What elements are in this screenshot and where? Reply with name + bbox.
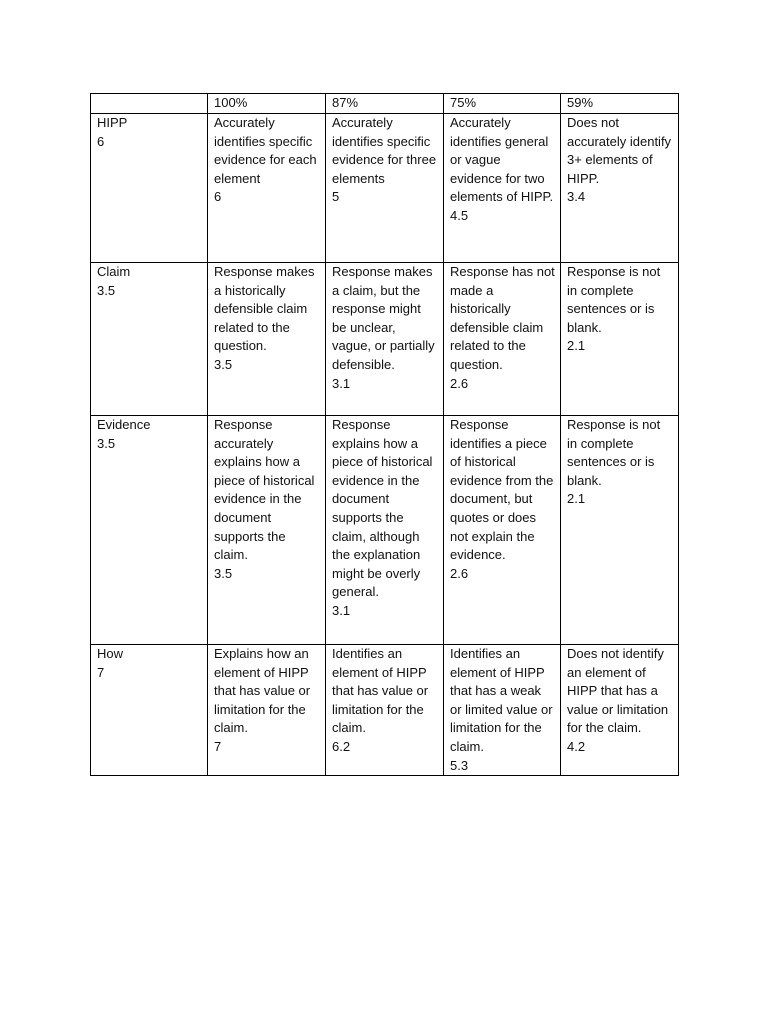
- category-label: Claim: [97, 264, 131, 279]
- criteria-score: 3.4: [567, 189, 586, 205]
- criteria-text: Response is not in complete sentences or is blank.: [567, 417, 661, 488]
- category-label: How: [97, 646, 124, 661]
- criteria-cell: [561, 645, 679, 776]
- criteria-score: 5: [332, 189, 340, 205]
- criteria-score: 2.6: [450, 375, 469, 391]
- header-cell-59: 59%: [561, 94, 679, 114]
- category-cell: [91, 416, 208, 645]
- criteria-cell: [444, 645, 561, 776]
- category-points: 3.5: [97, 435, 116, 451]
- category-label: Evidence: [97, 417, 151, 432]
- criteria-text: Does not accurately identify 3+ elements of HIPP.: [567, 115, 672, 186]
- criteria-score: 7: [214, 738, 222, 754]
- criteria-text: Response explains how a piece of historical evidence in the document supports the claim, although the explanation might be overly general.: [332, 417, 433, 600]
- criteria-score: 6: [214, 189, 222, 205]
- criteria-score: 4.5: [450, 207, 469, 223]
- criteria-text: Explains how an element of HIPP that has value or limitation for the claim.: [214, 646, 311, 736]
- criteria-cell: [208, 645, 326, 776]
- criteria-score: 3.1: [332, 375, 351, 391]
- criteria-text: Response has not made a historically defensible claim related to the question.: [450, 264, 555, 372]
- category-cell: [91, 263, 208, 416]
- criteria-text: Identifies an element of HIPP that has a weak or limited value or limitation for the claim.: [450, 646, 553, 754]
- category-label: HIPP: [97, 115, 128, 130]
- criteria-score: 2.1: [567, 338, 586, 354]
- criteria-score: 5.3: [450, 757, 469, 773]
- header-cell-87: 87%: [326, 94, 444, 114]
- criteria-text: Identifies an element of HIPP that has value or limitation for the claim.: [332, 646, 429, 736]
- criteria-cell: [326, 645, 444, 776]
- criteria-text: Response is not in complete sentences or is blank.: [567, 264, 661, 335]
- table-row-claim: [91, 263, 679, 416]
- criteria-cell: [208, 416, 326, 645]
- criteria-score: 3.1: [332, 602, 351, 618]
- category-cell: [91, 645, 208, 776]
- criteria-cell: [208, 114, 326, 263]
- criteria-text: Accurately identifies specific evidence for each element: [214, 115, 317, 186]
- header-row: [91, 94, 679, 114]
- criteria-cell: [561, 416, 679, 645]
- table-row-evidence: [91, 416, 679, 645]
- criteria-cell: [326, 416, 444, 645]
- criteria-text: Accurately identifies general or vague evidence for two elements of HIPP.: [450, 115, 554, 205]
- criteria-text: Response accurately explains how a piece of historical evidence in the document supports the claim.: [214, 417, 315, 563]
- criteria-cell: [326, 114, 444, 263]
- criteria-score: 2.6: [450, 565, 469, 581]
- criteria-cell: [326, 263, 444, 416]
- category-points: 6: [97, 133, 105, 149]
- category-points: 7: [97, 664, 105, 680]
- category-cell: [91, 114, 208, 263]
- table-row-how: [91, 645, 679, 776]
- category-points: 3.5: [97, 282, 116, 298]
- criteria-cell: [561, 114, 679, 263]
- criteria-cell: [444, 416, 561, 645]
- criteria-score: 6.2: [332, 738, 351, 754]
- header-cell-blank: [91, 94, 208, 114]
- criteria-score: 3.5: [214, 565, 233, 581]
- criteria-text: Does not identify an element of HIPP that has a value or limitation for the claim.: [567, 646, 669, 736]
- criteria-cell: [561, 263, 679, 416]
- header-cell-75: 75%: [444, 94, 561, 114]
- criteria-text: Accurately identifies specific evidence for three elements: [332, 115, 437, 186]
- criteria-text: Response identifies a piece of historical evidence from the document, but quotes or does not explain the evidence.: [450, 417, 554, 563]
- header-cell-100: 100%: [208, 94, 326, 114]
- criteria-score: 3.5: [214, 356, 233, 372]
- criteria-cell: [208, 263, 326, 416]
- criteria-text: Response makes a claim, but the response might be unclear, vague, or partially defensible.: [332, 264, 435, 372]
- criteria-text: Response makes a historically defensible claim related to the question.: [214, 264, 315, 354]
- rubric-table: [90, 93, 679, 776]
- table-row-hipp: [91, 114, 679, 263]
- criteria-score: 2.1: [567, 491, 586, 507]
- criteria-score: 4.2: [567, 738, 586, 754]
- criteria-cell: [444, 263, 561, 416]
- criteria-cell: [444, 114, 561, 263]
